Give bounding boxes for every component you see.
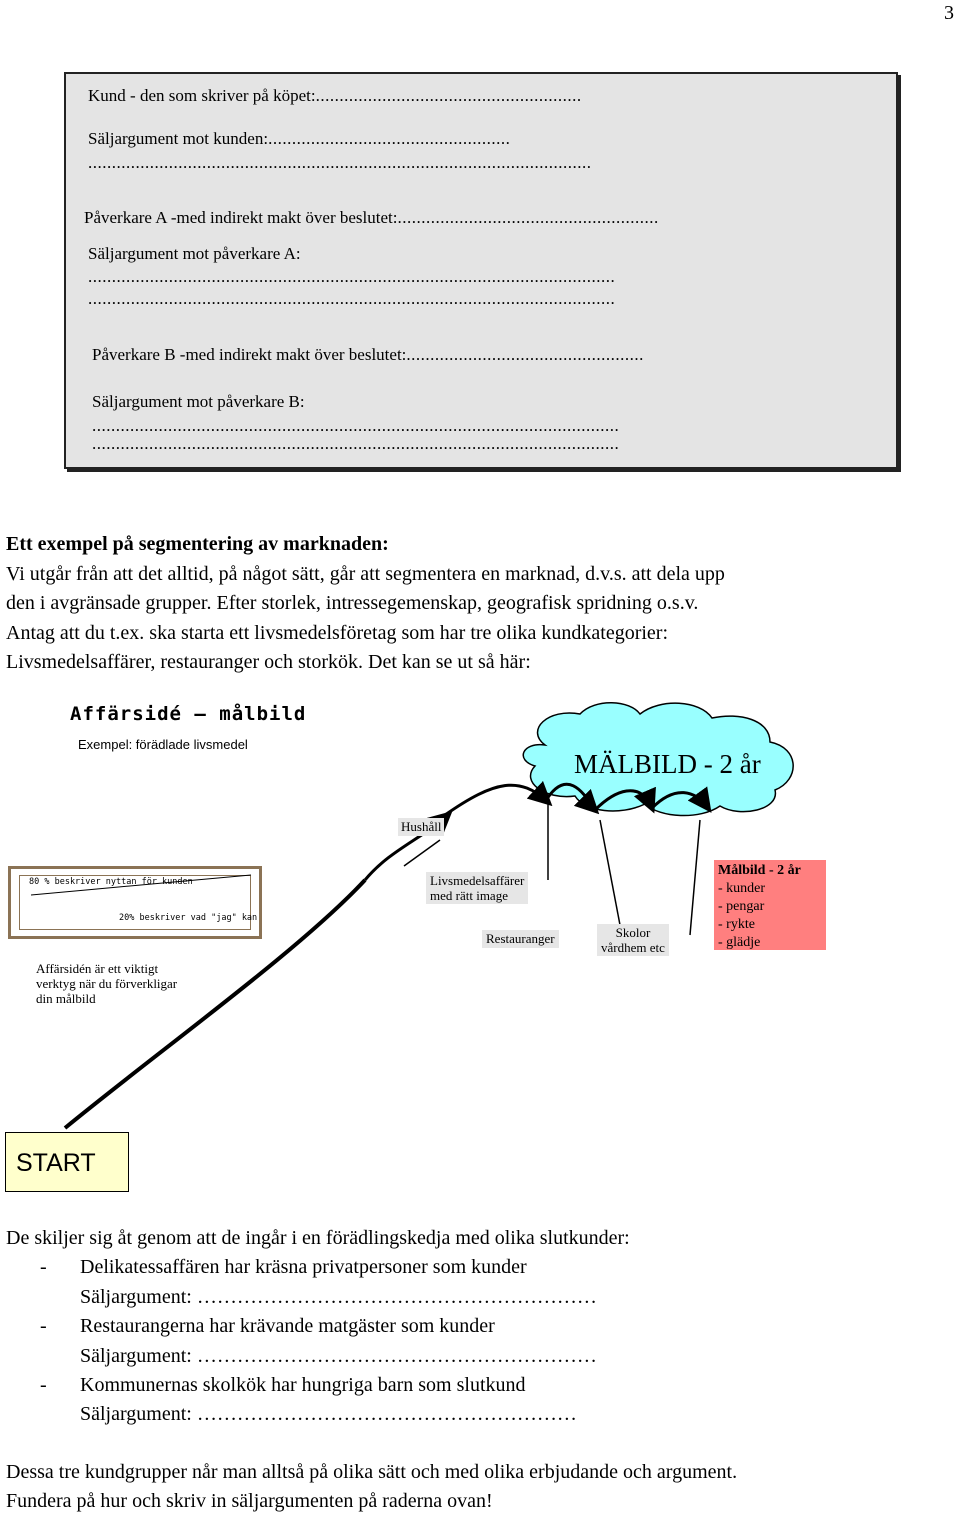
list-dash: - <box>40 1256 47 1278</box>
diagram-subtitle: Exempel: förädlade livsmedel <box>78 737 248 752</box>
intro-line-2: den i avgränsade grupper. Efter storlek, intressegemenskap, geografisk spridning o.s.v. <box>6 592 699 614</box>
affarside-desc-line-3: din målbild <box>36 991 96 1006</box>
closing-line-2: Fundera på hur och skriv in säljargumenten på raderna ovan! <box>6 1490 493 1512</box>
malbild-connector <box>690 820 700 935</box>
malbild-item: - glädje <box>718 935 761 950</box>
start-box <box>5 1132 129 1192</box>
restauranger-label: Restauranger <box>482 930 559 948</box>
affarside-desc-line-2: verktyg när du förverkligar <box>36 976 178 991</box>
intro-line-4: Livsmedelsaffärer, restauranger och storkök. Det kan se ut så här: <box>6 651 531 673</box>
salj-arg-restaurang[interactable]: Säljargument: …………………………………………………… <box>80 1345 597 1367</box>
skolor-label <box>597 924 669 956</box>
affarside-description <box>36 961 177 1006</box>
intro-line-1: Vi utgår från att det alltid, på något sätt, går att segmentera en marknad, d.v.s. att dela upp <box>6 562 725 585</box>
list-item-restaurang <box>40 1312 495 1342</box>
skolor-label-line-1: Skolor <box>615 925 651 940</box>
paverkare-a-dots[interactable]: ....................................................... <box>397 208 659 227</box>
sales-form-box <box>64 72 898 469</box>
salj-arg-delikatess[interactable]: Säljargument: …………………………………………………… <box>80 1286 597 1308</box>
salj-pa-dots-line-2[interactable]: ............................................................................................................... <box>88 289 616 308</box>
affarside-box <box>8 866 262 939</box>
list-item-skolkok <box>40 1371 526 1401</box>
salj-pa-line: Säljargument mot påverkare A: <box>88 244 301 263</box>
intro-heading: Ett exempel på segmentering av marknaden: <box>6 533 389 555</box>
list-item-text: Delikatessaffären har kräsna privatpersoner som kunder <box>80 1256 527 1278</box>
livsmedel-label <box>426 872 528 904</box>
malbild-box <box>714 860 826 950</box>
diagram-title: Affärsidé – målbild <box>70 703 307 725</box>
malbild-item: - pengar <box>718 899 765 914</box>
salj-kund-label: Säljargument mot kunden: <box>88 129 269 148</box>
list-item-text: Restaurangerna har krävande matgäster som kunder <box>80 1315 495 1337</box>
salj-kund-dots[interactable]: ................................................... <box>268 129 511 148</box>
livs-arrow <box>445 785 548 815</box>
closing-line-1: Dessa tre kundgrupper når man alltså på olika sätt och med olika erbjudande och argument. <box>6 1461 738 1483</box>
paverkare-b-label: Påverkare B -med indirekt makt över beslutet: <box>92 345 407 364</box>
affarside-desc-line-1: Affärsidén är ett viktigt <box>36 961 159 976</box>
salj-pb-line: Säljargument mot påverkare B: <box>92 392 305 411</box>
lower-intro: De skiljer sig åt genom att de ingår i en förädlingskedja med olika slutkunder: <box>6 1227 630 1249</box>
kund-label: Kund - den som skriver på köpet: <box>88 86 316 105</box>
hushall-label: Hushåll <box>398 818 444 836</box>
salj-arg-skolkok[interactable]: Säljargument: ………………………………………………… <box>80 1403 577 1425</box>
paverkare-a-line <box>84 208 659 228</box>
livsmedel-label-line-2: med rätt image <box>430 888 508 903</box>
page-number: 3 <box>944 2 954 24</box>
paverkare-b-line <box>92 345 644 365</box>
paverkare-b-dots[interactable]: .................................................. <box>406 345 644 364</box>
livsmedel-label-line-1: Livsmedelsaffärer <box>430 873 525 888</box>
list-item-text: Kommunernas skolkök har hungriga barn som slutkund <box>80 1374 526 1396</box>
list-dash: - <box>40 1315 47 1337</box>
skolor-label-line-2: vårdhem etc <box>601 940 665 955</box>
affarside-text-80: 80 % beskriver nyttan för kunden <box>29 877 193 887</box>
salj-pb-dots-line-1[interactable]: ............................................................................................................... <box>92 416 620 435</box>
intro-paragraph <box>6 530 946 678</box>
salj-pb-dots-line-2[interactable]: ............................................................................................................... <box>92 434 620 453</box>
affarside-text-20: 20% beskriver vad "jag" kan <box>119 913 258 923</box>
paverkare-a-label: Påverkare A -med indirekt makt över beslutet: <box>84 208 398 227</box>
list-dash: - <box>40 1374 47 1396</box>
malbild-title: Målbild - 2 år <box>718 863 801 878</box>
salj-kund-dots-line[interactable]: .......................................................................................................... <box>88 153 592 172</box>
salj-pa-dots-line-1[interactable]: ............................................................................................................... <box>88 267 616 286</box>
start-label: START <box>16 1149 96 1177</box>
list-item-delikatess <box>40 1253 527 1283</box>
kund-line <box>88 86 582 106</box>
malbild-item: - kunder <box>718 881 766 896</box>
skolor-connector <box>600 820 620 925</box>
kund-dots[interactable]: ........................................................ <box>315 86 582 105</box>
cloud-label: MÄLBILD - 2 år <box>574 749 761 779</box>
salj-kund-line <box>88 129 510 149</box>
intro-line-3: Antag att du t.ex. ska starta ett livsmedelsföretag som har tre olika kundkategorier: <box>6 621 669 644</box>
malbild-item: - rykte <box>718 917 755 932</box>
